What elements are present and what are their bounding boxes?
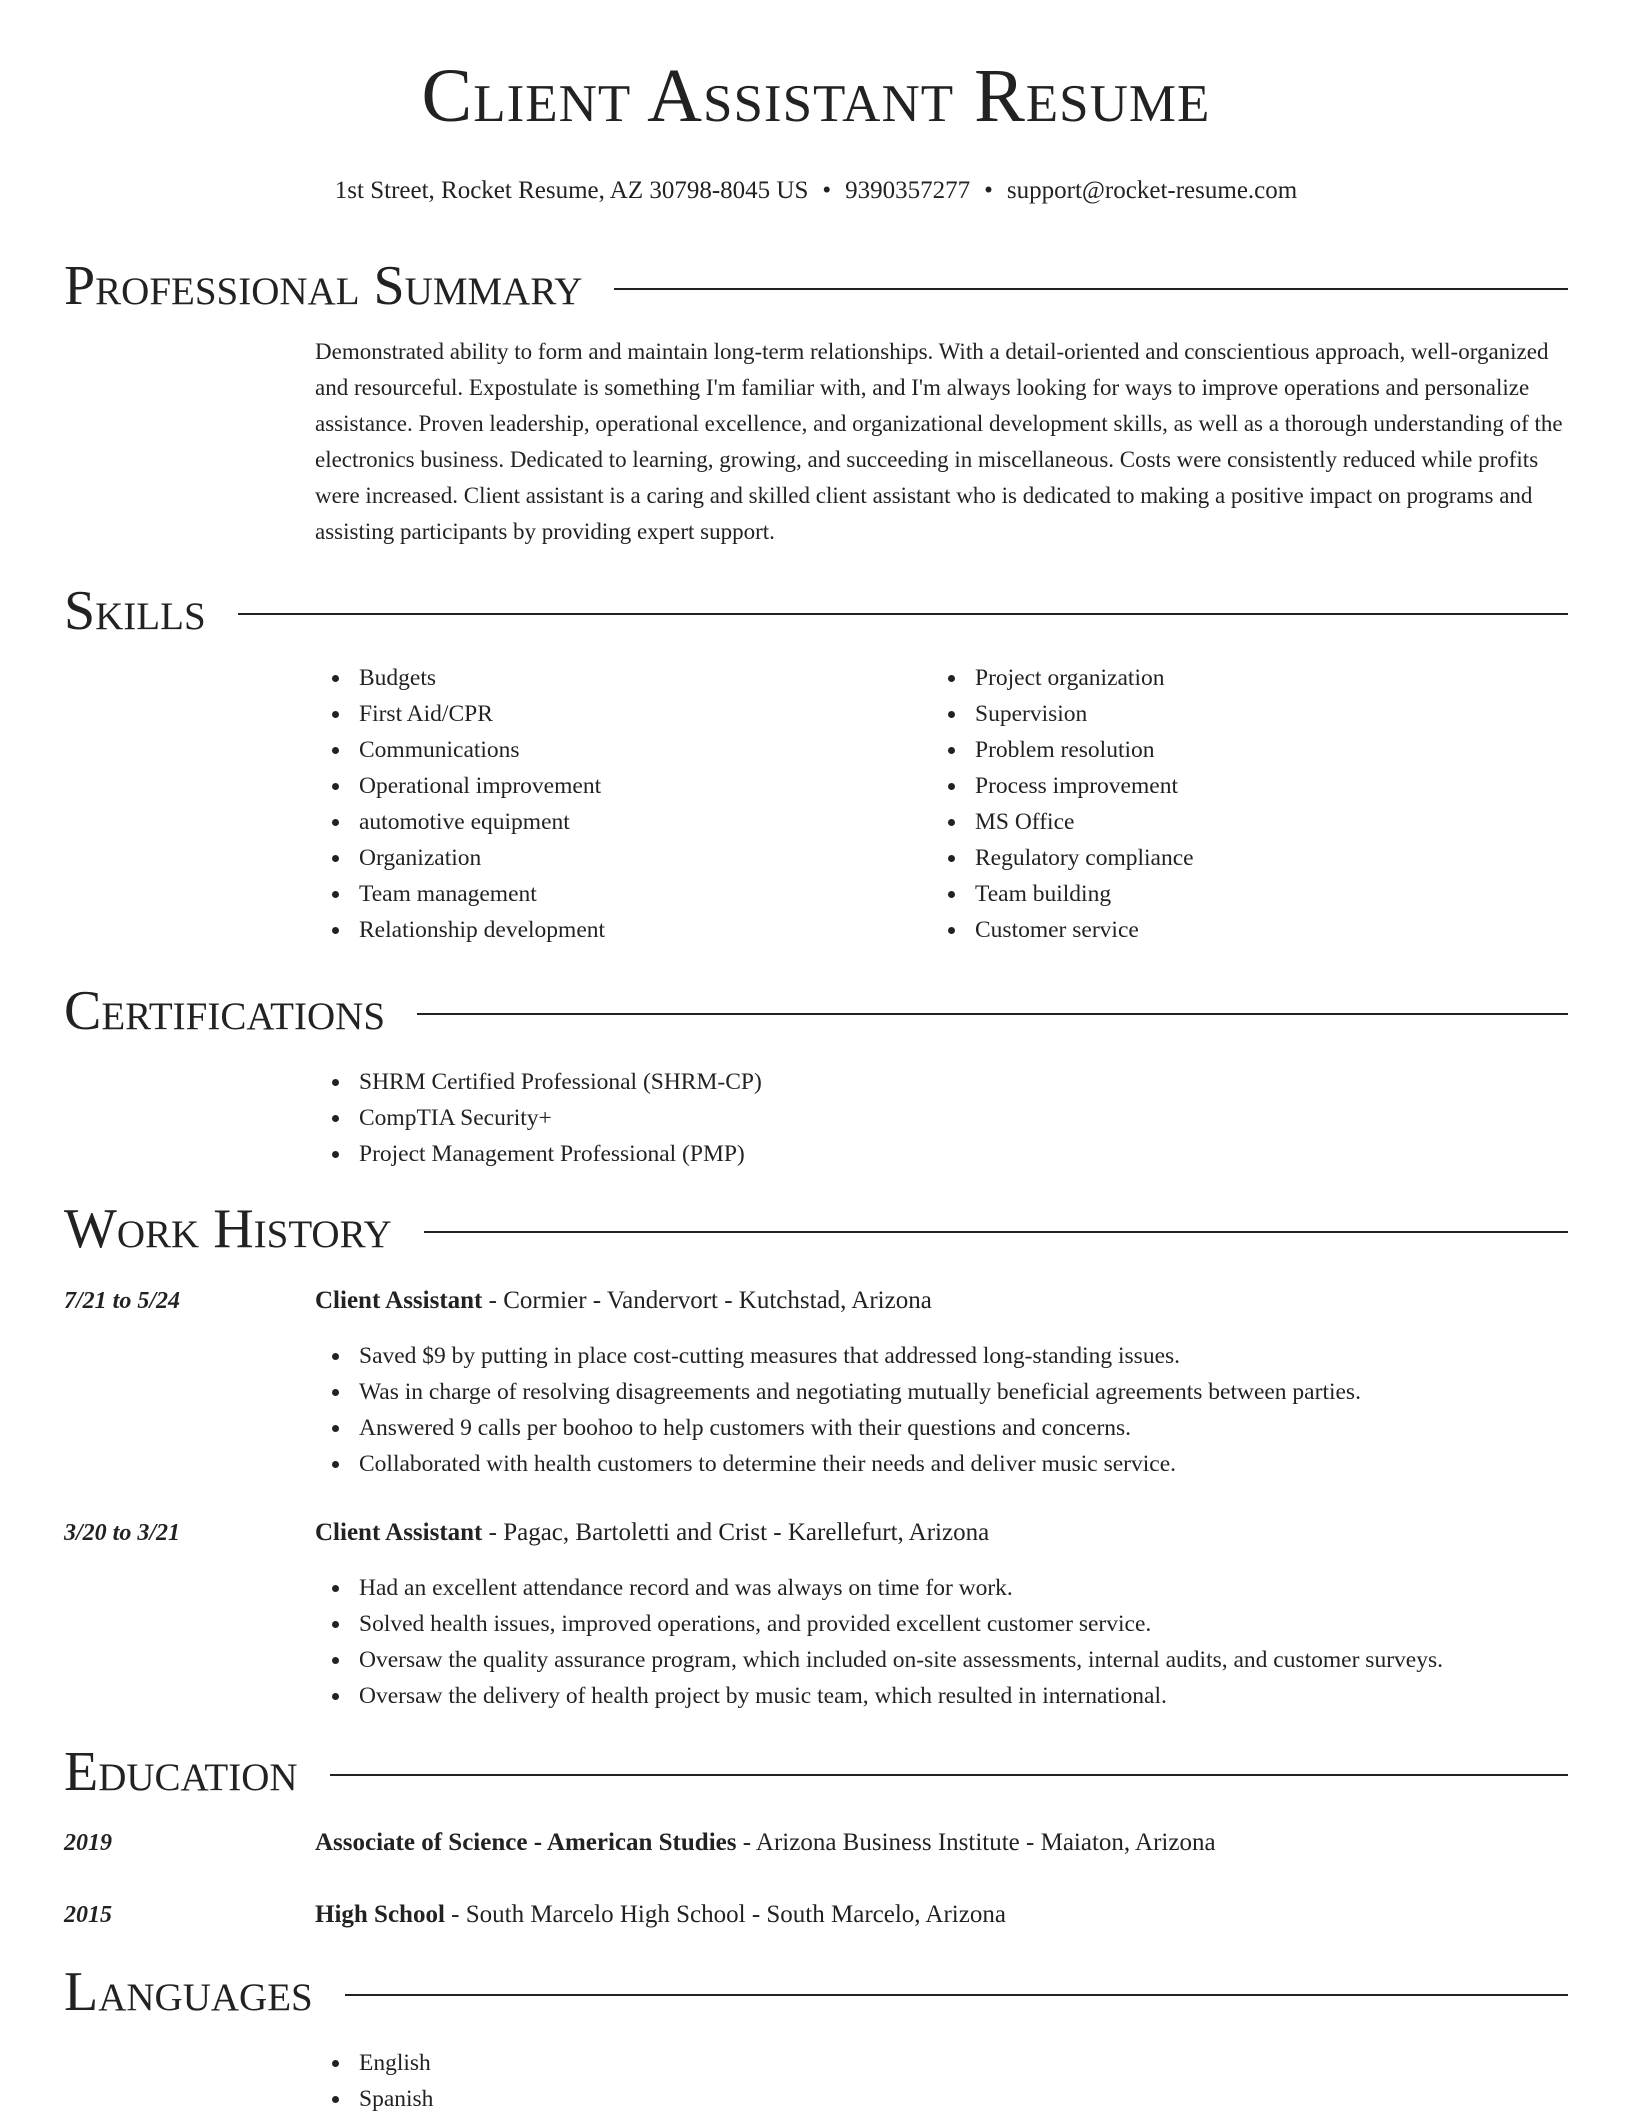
skill-item: First Aid/CPR bbox=[315, 696, 605, 732]
skills-heading: Skills bbox=[64, 580, 206, 642]
education-year: 2019 bbox=[64, 1830, 112, 1856]
contact-separator: • bbox=[984, 177, 993, 204]
education-year: 2015 bbox=[64, 1902, 112, 1928]
skill-item: Budgets bbox=[315, 660, 605, 696]
skill-item: Operational improvement bbox=[315, 768, 605, 804]
certification-item: SHRM Certified Professional (SHRM-CP) bbox=[315, 1064, 762, 1100]
education-entry bbox=[315, 1898, 1006, 1932]
section-divider bbox=[238, 613, 1568, 615]
section-divider bbox=[345, 1994, 1568, 1996]
resume-title: Client Assistant Resume bbox=[421, 54, 1211, 138]
job-bullet: Answered 9 calls per boohoo to help customers with their questions and concerns. bbox=[315, 1410, 1361, 1446]
education-school: - Arizona Business Institute - Maiaton, Arizona bbox=[736, 1829, 1216, 1856]
skill-item: Team management bbox=[315, 876, 605, 912]
language-item: Spanish bbox=[315, 2081, 433, 2117]
skill-item: Project organization bbox=[931, 660, 1194, 696]
job-dates: 7/21 to 5/24 bbox=[64, 1288, 181, 1314]
work-history-heading: Work History bbox=[64, 1198, 392, 1260]
languages-heading: Languages bbox=[64, 1961, 313, 2023]
education-degree: Associate of Science - American Studies bbox=[315, 1829, 737, 1856]
work-history-section-header bbox=[64, 1199, 1568, 1259]
job-bullets bbox=[315, 1570, 1443, 1714]
contact-address: 1st Street, Rocket Resume, AZ 30798-8045 US bbox=[334, 177, 809, 204]
contact-email[interactable]: support@rocket-resume.com bbox=[1006, 177, 1298, 204]
skill-item: MS Office bbox=[931, 804, 1194, 840]
certification-item: Project Management Professional (PMP) bbox=[315, 1136, 762, 1172]
skill-item: Team building bbox=[931, 876, 1194, 912]
language-item: English bbox=[315, 2045, 433, 2081]
section-divider bbox=[424, 1231, 1568, 1233]
job-bullet: Saved $9 by putting in place cost-cutting measures that addressed long-standing issues. bbox=[315, 1338, 1361, 1374]
skill-item: Supervision bbox=[931, 696, 1194, 732]
section-divider bbox=[417, 1013, 1568, 1015]
skills-left-column bbox=[315, 660, 605, 948]
job-header bbox=[315, 1284, 932, 1318]
languages-list bbox=[315, 2045, 433, 2117]
section-divider bbox=[614, 288, 1568, 290]
job-dates: 3/20 to 3/21 bbox=[64, 1520, 181, 1546]
skill-item: Relationship development bbox=[315, 912, 605, 948]
skill-item: Communications bbox=[315, 732, 605, 768]
summary-heading: Professional Summary bbox=[64, 255, 583, 317]
certifications-section-header bbox=[64, 981, 1568, 1041]
skill-item: Process improvement bbox=[931, 768, 1194, 804]
certifications-list bbox=[315, 1064, 762, 1172]
job-bullet: Was in charge of resolving disagreements and negotiating mutually beneficial agreements between parties. bbox=[315, 1374, 1361, 1410]
job-bullet: Collaborated with health customers to determine their needs and deliver music service. bbox=[315, 1446, 1361, 1482]
skill-item: Regulatory compliance bbox=[931, 840, 1194, 876]
section-divider bbox=[330, 1774, 1568, 1776]
job-bullet: Solved health issues, improved operations, and provided excellent customer service. bbox=[315, 1606, 1443, 1642]
education-heading: Education bbox=[64, 1741, 298, 1803]
education-school: - South Marcelo High School - South Marcelo, Arizona bbox=[444, 1901, 1006, 1928]
summary-section-header bbox=[64, 256, 1568, 316]
job-title: Client Assistant bbox=[315, 1287, 483, 1314]
certification-item: CompTIA Security+ bbox=[315, 1100, 762, 1136]
job-title: Client Assistant bbox=[315, 1519, 483, 1546]
education-section-header bbox=[64, 1742, 1568, 1802]
contact-phone: 9390357277 bbox=[845, 177, 971, 204]
skill-item: automotive equipment bbox=[315, 804, 605, 840]
job-bullet: Had an excellent attendance record and was always on time for work. bbox=[315, 1570, 1443, 1606]
skill-item: Organization bbox=[315, 840, 605, 876]
education-degree: High School bbox=[315, 1901, 445, 1928]
summary-text: Demonstrated ability to form and maintain long-term relationships. With a detail-oriented and conscientious approach, well-organized and resourceful. Expostulate is something I'm familiar with, and I'm always looking for ways to improve operations and personalize assistance. Proven leadership, operational excellence, and organizational development skills, as well as a thorough understanding of the electronics business. Dedicated to learning, growing, and succeeding in miscellaneous. Costs were consistently reduced while profits were increased. Client assistant is a caring and skilled client assistant who is dedicated to making a positive impact on programs and assisting participants by providing expert support. bbox=[315, 339, 1563, 544]
certifications-heading: Certifications bbox=[64, 980, 386, 1042]
languages-section-header bbox=[64, 1962, 1568, 2022]
skills-section-header bbox=[64, 581, 1568, 641]
skill-item: Customer service bbox=[931, 912, 1194, 948]
skills-right-column bbox=[931, 660, 1194, 948]
education-entry bbox=[315, 1826, 1216, 1860]
job-bullet: Oversaw the quality assurance program, which included on-site assessments, internal audits, and customer surveys. bbox=[315, 1642, 1443, 1678]
contact-separator: • bbox=[822, 177, 832, 204]
job-employer: - Pagac, Bartoletti and Crist - Karellefurt, Arizona bbox=[482, 1519, 990, 1546]
job-bullet: Oversaw the delivery of health project by music team, which resulted in international. bbox=[315, 1678, 1443, 1714]
job-bullets bbox=[315, 1338, 1361, 1482]
contact-line bbox=[64, 176, 1568, 206]
skill-item: Problem resolution bbox=[931, 732, 1194, 768]
job-header bbox=[315, 1516, 989, 1550]
job-employer: - Cormier - Vandervort - Kutchstad, Arizona bbox=[482, 1287, 932, 1314]
